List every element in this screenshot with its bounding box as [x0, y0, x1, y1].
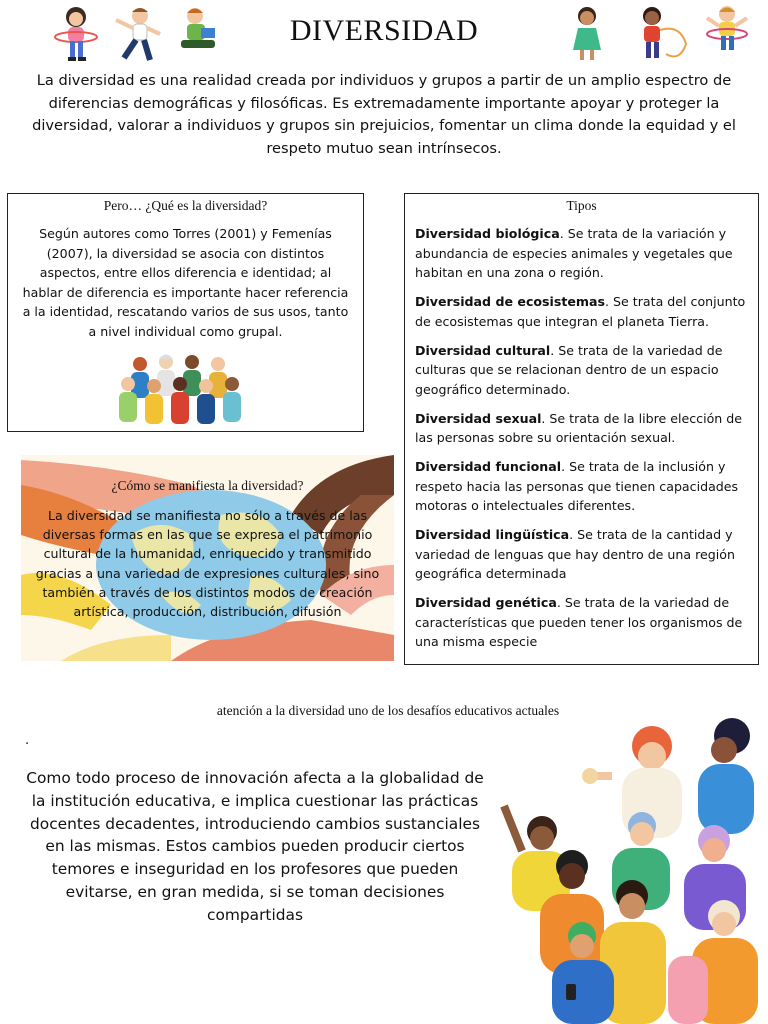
type-term: Diversidad lingüística [415, 527, 570, 542]
innovation-paragraph: Como todo proceso de innovación afecta a la globalidad de la institución educativa, e implica cuestionar las prácticas docentes decadentes, introduciendo cambios sustanciales en las mismas. Estos cambios pueden producir ciertos temores e inseguridad en los profesores que pueden evitarse, en gran medida, si se toman decisiones compartidas [26, 769, 484, 924]
type-term: Diversidad de ecosistemas [415, 294, 606, 309]
definition-title: Pero… ¿Qué es la diversidad? [103, 198, 268, 213]
girl-standing-icon [566, 4, 608, 66]
types-list [415, 224, 750, 661]
list-item [415, 292, 750, 331]
manifestation-text: La diversidad se manifiesta no sólo a través de las diversas formas en las que se expresa el patrimonio cultural de la humanidad, enriquecido y transmitido gracias a una variedad de expresiones culturales, sino también a través de los distintos modos de creación artística, producción, distribución, difusión [35, 508, 380, 620]
intro-paragraph: La diversidad es una realidad creada por individuos y grupos a partir de un amplio espectro de diferencias demográficas y filosóficas. Es extremadamente importante apoyar y proteger la diversidad, valorar a individuos y grupos sin prejuicios, fomentar un clima donde la equidad y el respeto mutuo sean intrínsecos. [32, 72, 736, 157]
list-item [415, 409, 750, 448]
type-description: . Se trata de la libre elección de las personas sobre su orientación sexual. [415, 410, 743, 445]
girl-jump-rope-icon [626, 4, 692, 66]
list-item [415, 224, 750, 283]
manifestation-title: ¿Cómo se manifiesta la diversidad? [111, 478, 304, 493]
types-box [404, 193, 759, 665]
type-term: Diversidad funcional [415, 459, 562, 474]
kid-hula-hoop-icon [704, 4, 750, 60]
type-term: Diversidad biológica [415, 226, 560, 241]
type-description: . Se trata de la variedad de características que pueden tener los organismos de una misma especie [415, 595, 743, 649]
page-title: DIVERSIDAD [289, 14, 479, 47]
list-item [415, 525, 750, 584]
type-term: Diversidad genética [415, 595, 557, 610]
type-term: Diversidad sexual [415, 410, 542, 426]
cheering-crowd-illustration [492, 716, 768, 1024]
type-description: . Se trata de la variación y abundancia de especies animales y vegetales que habitan en una zona o región. [415, 226, 733, 280]
section-heading: atención a la diversidad uno de los desafíos educativos actuales [216, 703, 560, 718]
definition-box [7, 193, 364, 432]
type-description: . Se trata de la inclusión y respeto hacia las personas que tienen capacidades motoras o intelectuales diferentes. [415, 459, 739, 513]
list-item [415, 341, 750, 400]
type-description: . Se trata de la variedad de culturas que se relacionan dentro de un espacio geográfico determinado. [415, 342, 723, 397]
definition-text: Según autores como Torres (2001) y Femenías (2007), la diversidad se asocia con distintos aspectos, entre ellos diferencia e identidad; al hablar de diferencia es importante hacer referencia a la identidad, rescatando varios de sus usos, tanto a nivel individual como grupal. [22, 226, 349, 339]
type-term: Diversidad cultural [415, 342, 551, 358]
list-item [415, 457, 750, 516]
types-title: Tipos [566, 198, 597, 213]
type-description: . Se trata de la cantidad y variedad de lenguas que hay dentro de una región geográfica determinada [415, 527, 735, 581]
type-description: . Se trata del conjunto de ecosistemas que integran el planeta Tierra. [415, 294, 746, 329]
stray-dot: . [25, 733, 30, 748]
diverse-group-illustration [118, 350, 242, 426]
list-item [415, 593, 750, 652]
